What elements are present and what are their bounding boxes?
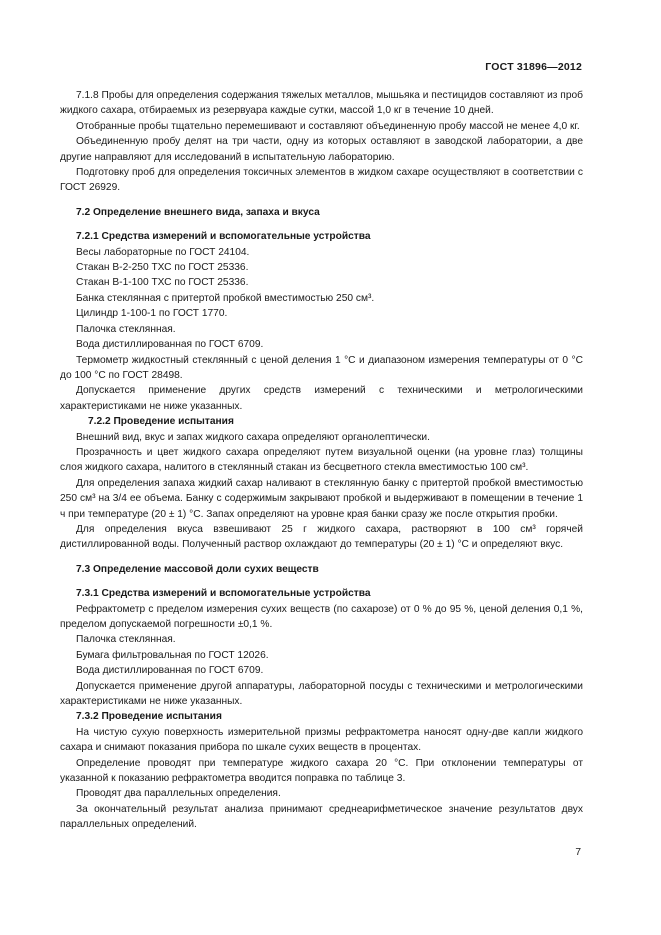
document-body xyxy=(60,88,583,833)
paragraph: Подготовку проб для определения токсичных элементов в жидком сахаре осуществляют в соответствии с ГОСТ 26929. xyxy=(60,167,583,194)
list-item: Вода дистиллированная по ГОСТ 6709. xyxy=(76,665,264,677)
page-number: 7 xyxy=(575,847,581,858)
paragraph: Допускается применение другой аппаратуры, лабораторной посуды с техническими и метрологическими характеристиками не ниже указанных. xyxy=(60,680,583,708)
paragraph: Для определения вкуса взвешивают 25 г жидкого сахара, растворяют в 100 см³ горячей дистиллированной воды. Полученный раствор охлаждают до температуры (20 ± 1) °С и определяют вкус. xyxy=(60,523,583,551)
paragraph: Термометр жидкостный стеклянный с ценой деления 1 °С и диапазоном измерения температуры от 0 °С до 100 °С по ГОСТ 28498. xyxy=(60,354,583,381)
paragraph: Определение проводят при температуре жидкого сахара 20 °С. При отклонении температуры от указанной к показанию рефрактометра вводится поправка по таблице 3. xyxy=(60,757,583,785)
standard-header: ГОСТ 31896—2012 xyxy=(485,61,582,73)
list-item: Палочка стеклянная. xyxy=(76,634,176,646)
subsection-heading: 7.3.1 Средства измерений и вспомогательные устройства xyxy=(76,588,371,600)
section-heading: 7.2 Определение внешнего вида, запаха и вкуса xyxy=(76,206,320,218)
list-item: Стакан В-1-100 ТХС по ГОСТ 25336. xyxy=(76,277,249,289)
list-item: Стакан В-2-250 ТХС по ГОСТ 25336. xyxy=(76,262,249,274)
list-item: Вода дистиллированная по ГОСТ 6709. xyxy=(76,339,264,351)
subsection-heading: 7.3.2 Проведение испытания xyxy=(76,711,222,723)
list-item: Бумага фильтровальная по ГОСТ 12026. xyxy=(76,649,269,661)
paragraph: Объединенную пробу делят на три части, одну из которых оставляют в заводской лаборатории, а две другие направляют для исследований в испытательную лабораторию. xyxy=(60,136,583,163)
paragraph: На чистую сухую поверхность измерительной призмы рефрактометра наносят одну-две капли жидкого сахара и снимают показания прибора по шкале сухих веществ в процентах. xyxy=(60,726,583,754)
list-item: Цилиндр 1-100-1 по ГОСТ 1770. xyxy=(76,308,228,320)
paragraph: За окончательный результат анализа принимают среднеарифметическое значение результатов двух параллельных определений. xyxy=(60,803,583,831)
paragraph: Для определения запаха жидкий сахар наливают в стеклянную банку с притертой пробкой вместимостью 250 см³ на 3/4 ее объема. Банку с содержимым закрывают пробкой и выдерживают в помещении в течение 1 ч при температуре (20 ± 1) °С. Запах определяют на уровне края банки сразу же после открытия пробки. xyxy=(60,477,583,520)
paragraph: Прозрачность и цвет жидкого сахара определяют путем визуальной оценки (на уровне глаз) толщины слоя жидкого сахара, налитого в стеклянный стакан из бесцветного стекла вместимостью 100 см³. xyxy=(60,446,583,474)
list-item: Палочка стеклянная. xyxy=(76,323,176,335)
subsection-heading: 7.2.1 Средства измерений и вспомогательные устройства xyxy=(76,231,371,243)
subsection-heading: 7.2.2 Проведение испытания xyxy=(88,416,234,428)
paragraph: 7.1.8 Пробы для определения содержания тяжелых металлов, мышьяка и пестицидов составляют из проб жидкого сахара, отбираемых из резервуара каждые сутки, массой 1,0 кг в течение 10 дней. xyxy=(60,90,583,117)
section-heading: 7.3 Определение массовой доли сухих веществ xyxy=(76,563,319,575)
paragraph: Внешний вид, вкус и запах жидкого сахара определяют органолептически. xyxy=(76,431,430,443)
paragraph: Отобранные пробы тщательно перемешивают и составляют объединенную пробу массой не менее 4,0 кг. xyxy=(76,120,580,132)
list-item: Банка стеклянная с притертой пробкой вместимостью 250 см³. xyxy=(76,292,375,304)
paragraph: Проводят два параллельных определения. xyxy=(76,788,281,800)
paragraph: Рефрактометр с пределом измерения сухих веществ (по сахарозе) от 0 % до 95 %, ценой деления 0,1 %, пределом допускаемой погрешности ±0,1 %. xyxy=(60,603,583,630)
paragraph: Допускается применение других средств измерений с техническими и метрологическими характеристиками не ниже указанных. xyxy=(60,385,583,412)
list-item: Весы лабораторные по ГОСТ 24104. xyxy=(76,246,250,258)
